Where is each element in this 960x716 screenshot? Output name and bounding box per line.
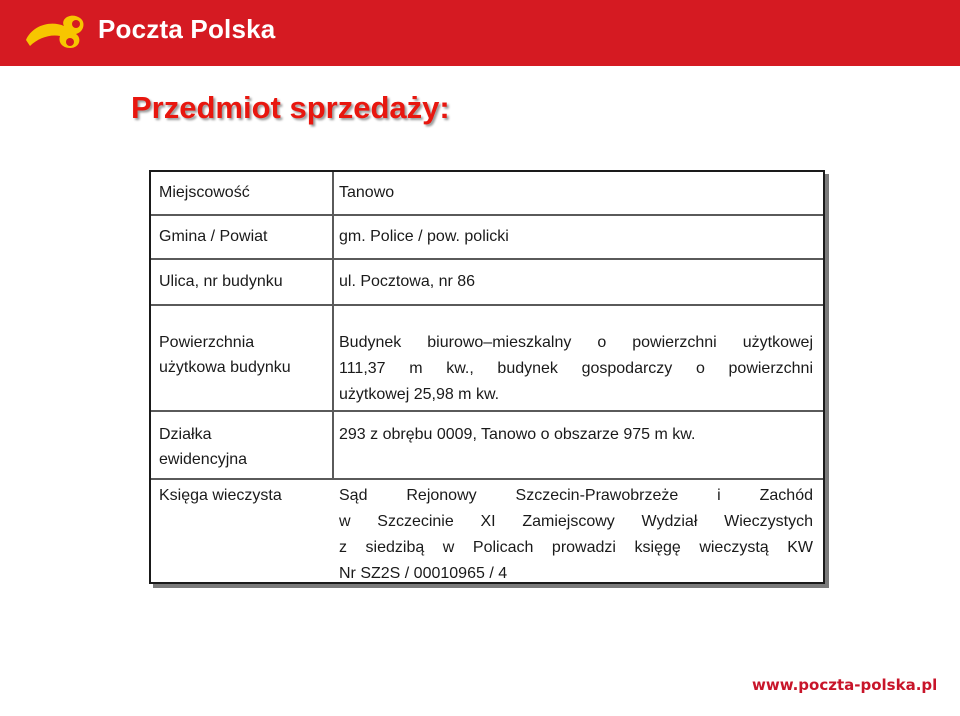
label-dzialka-line-2: ewidencyjna <box>159 451 248 468</box>
row-divider <box>151 304 823 306</box>
row-divider <box>151 410 823 412</box>
label-powierzchnia-line-1: Powierzchnia <box>159 334 255 351</box>
brand-name: Poczta Polska <box>98 14 276 44</box>
value-gmina-powiat: gm. Police / pow. policki <box>339 228 509 245</box>
label-gmina-powiat: Gmina / Powiat <box>159 228 268 245</box>
footer-website: www.poczta-polska.pl <box>752 676 938 694</box>
value-powierzchnia-line-2: 111,37 m kw., budynek gospodarczy o powierzchni <box>339 360 813 377</box>
value-dzialka: 293 z obrębu 0009, Tanowo o obszarze 975 m kw. <box>339 426 696 443</box>
label-ulica: Ulica, nr budynku <box>159 273 283 290</box>
label-dzialka-line-1: Działka <box>159 426 212 443</box>
value-ksiega-line-4: Nr SZ2S / 00010965 / 4 <box>339 565 508 582</box>
value-powierzchnia-line-1: Budynek biurowo–mieszkalny o powierzchni użytkowej <box>339 334 813 351</box>
value-ksiega-line-3: z siedzibą w Policach prowadzi księgę wieczystą KW <box>339 539 813 556</box>
column-divider <box>332 172 334 480</box>
page-title: Przedmiot sprzedaży: <box>131 90 450 125</box>
value-miejscowosc: Tanowo <box>339 184 395 201</box>
header-bar <box>0 0 960 66</box>
label-ksiega: Księga wieczysta <box>159 487 282 504</box>
label-powierzchnia-line-2: użytkowa budynku <box>159 359 291 376</box>
row-divider <box>151 478 823 480</box>
value-powierzchnia-line-3: użytkowej 25,98 m kw. <box>339 386 500 403</box>
row-divider <box>151 214 823 216</box>
value-ulica: ul. Pocztowa, nr 86 <box>339 273 476 290</box>
value-ksiega-line-2: w Szczecinie XI Zamiejscowy Wydział Wieczystych <box>339 513 813 530</box>
value-ksiega-line-1: Sąd Rejonowy Szczecin-Prawobrzeże i Zachód <box>339 487 813 504</box>
poczta-polska-horn-icon <box>20 8 94 58</box>
label-miejscowosc: Miejscowość <box>159 184 250 201</box>
row-divider <box>151 258 823 260</box>
